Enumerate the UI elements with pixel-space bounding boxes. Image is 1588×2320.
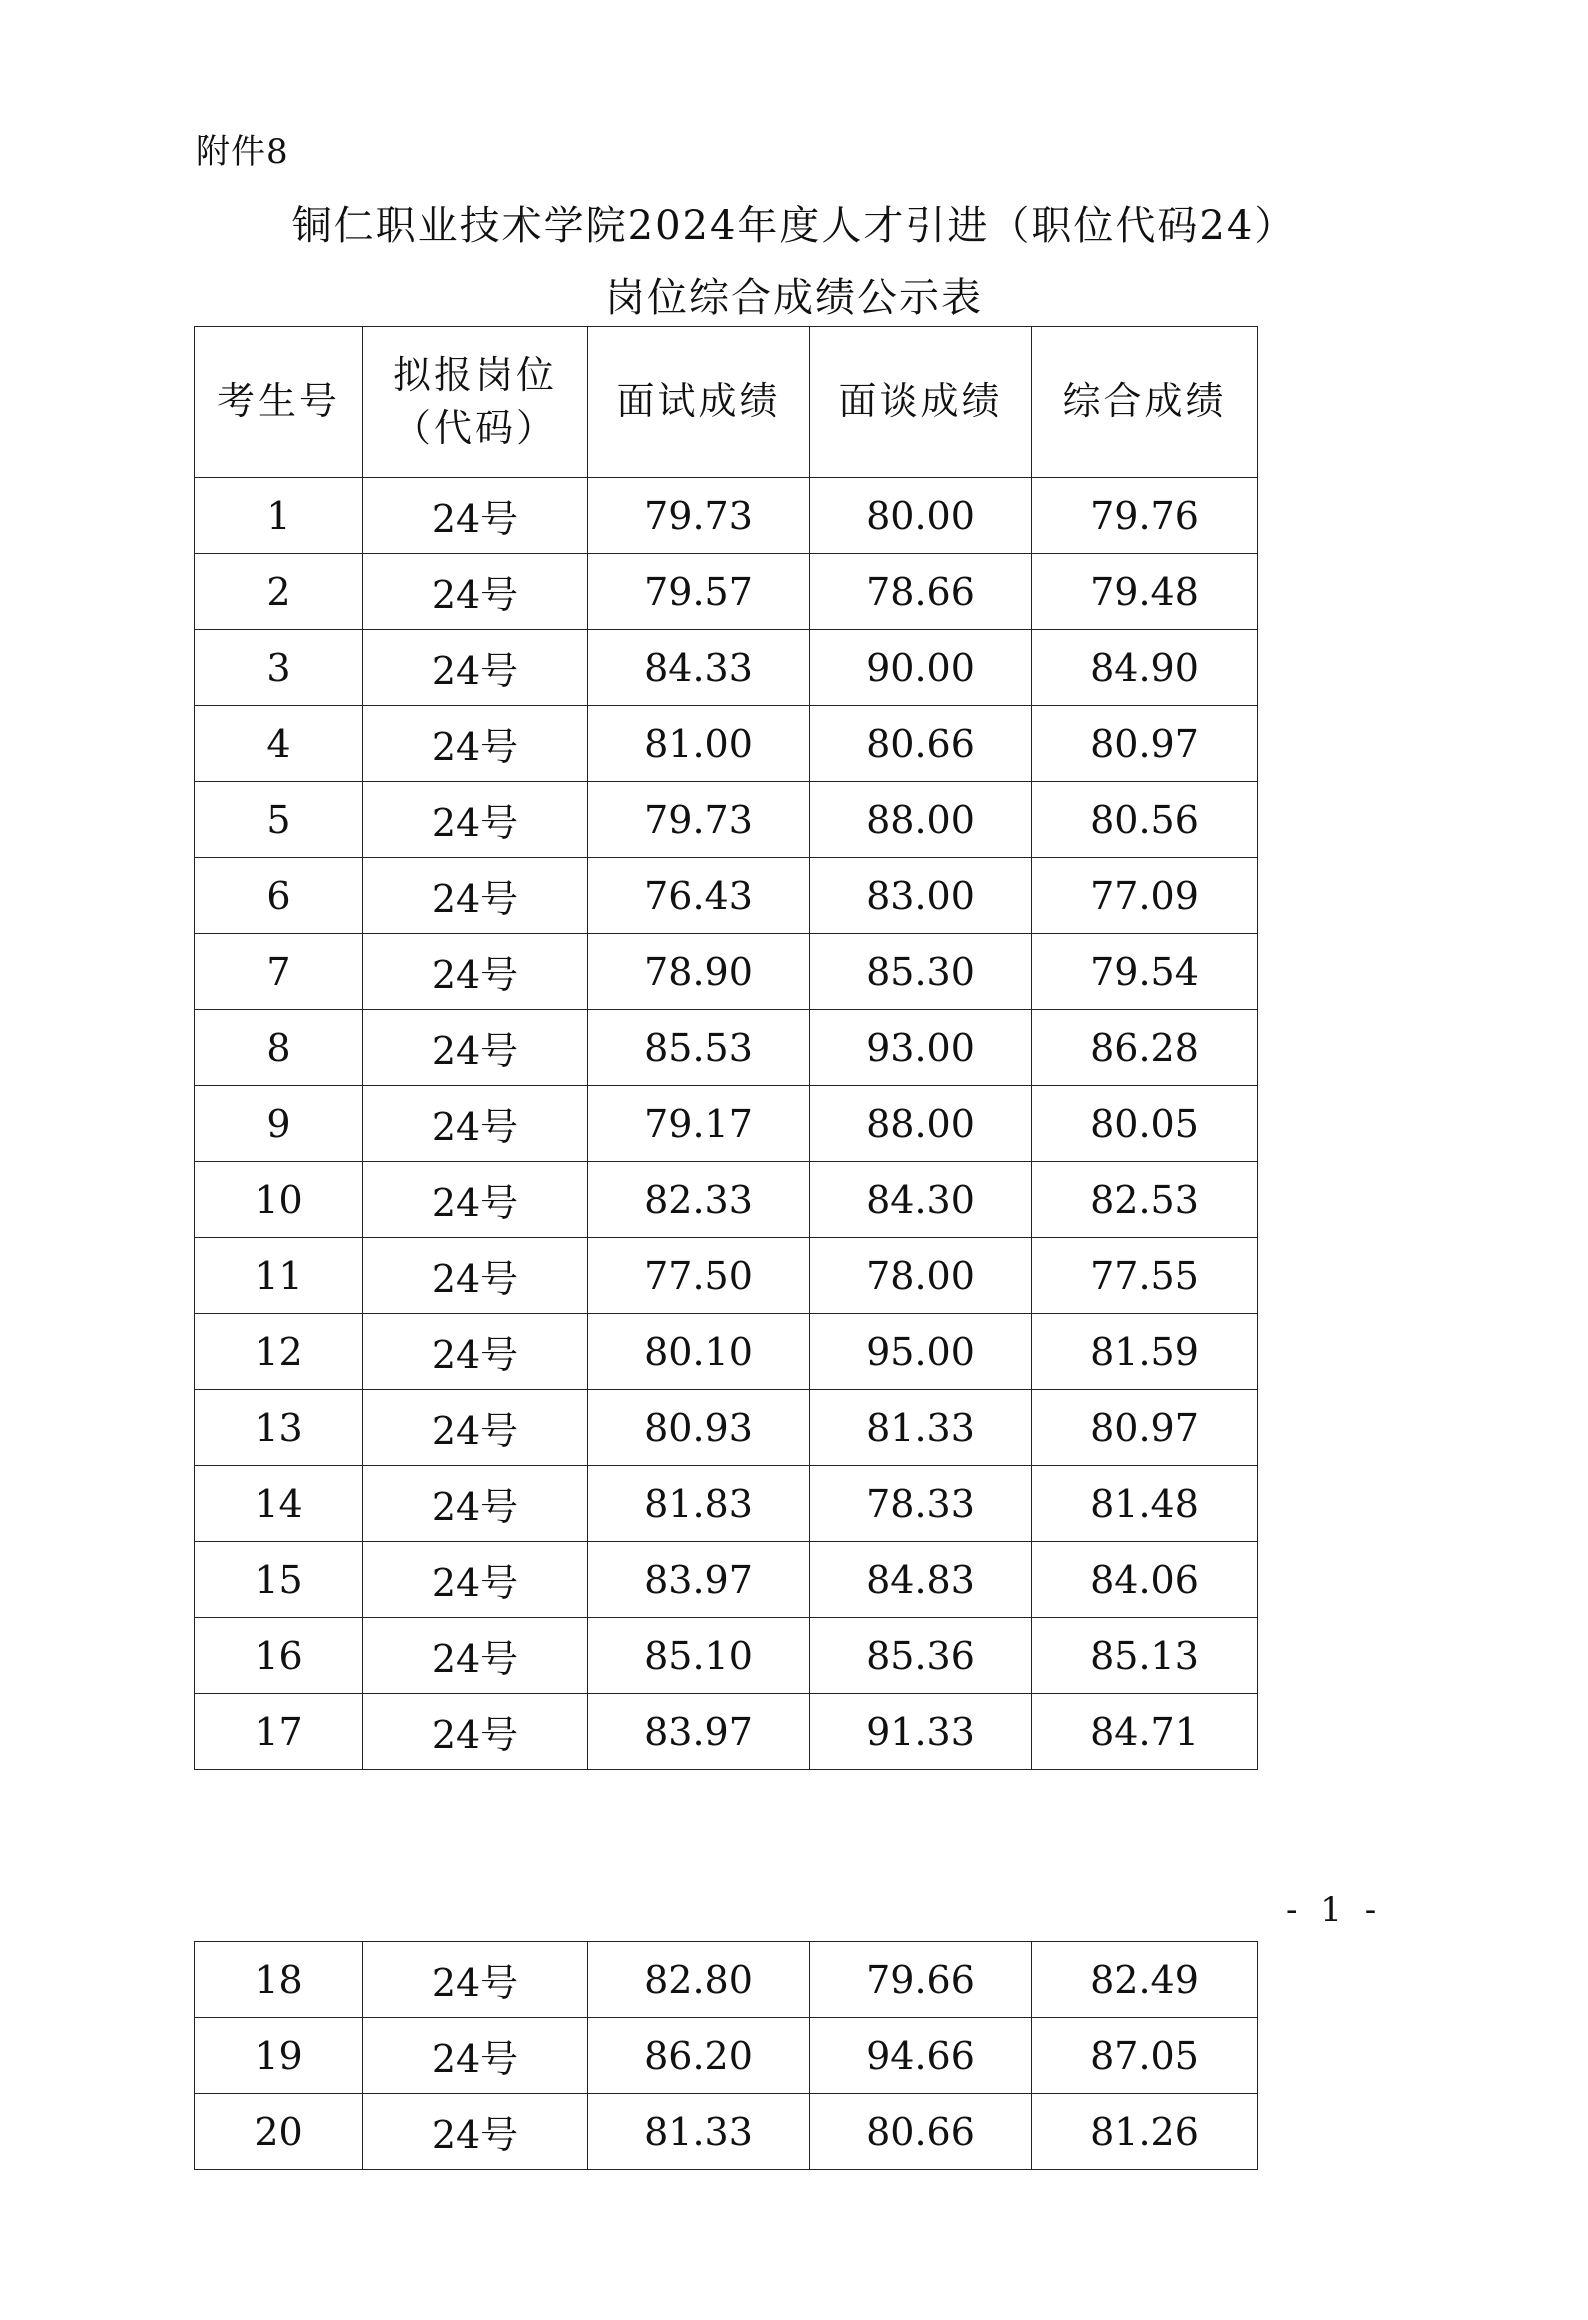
cell-position: 24号 (363, 1238, 588, 1314)
cell-exam-number: 11 (195, 1238, 363, 1314)
cell-exam-number: 10 (195, 1162, 363, 1238)
cell-interview-score: 82.80 (588, 1942, 810, 2018)
header-interview-score: 面试成绩 (588, 327, 810, 478)
cell-position: 24号 (363, 2018, 588, 2094)
cell-exam-number: 2 (195, 554, 363, 630)
cell-total-score: 80.05 (1032, 1086, 1258, 1162)
table-row (195, 782, 1258, 858)
header-position-line2: （代码） (392, 406, 557, 450)
cell-interview-score: 83.97 (588, 1694, 810, 1770)
table-row (195, 554, 1258, 630)
table-row (195, 1086, 1258, 1162)
cell-talk-score: 85.30 (810, 934, 1032, 1010)
cell-interview-score: 80.10 (588, 1314, 810, 1390)
cell-talk-score: 80.66 (810, 706, 1032, 782)
table-row (195, 1942, 1258, 2018)
cell-interview-score: 79.73 (588, 478, 810, 554)
cell-interview-score: 81.00 (588, 706, 810, 782)
table-row (195, 1238, 1258, 1314)
cell-total-score: 81.59 (1032, 1314, 1258, 1390)
cell-position: 24号 (363, 934, 588, 1010)
header-total-score: 综合成绩 (1032, 327, 1258, 478)
cell-interview-score: 85.53 (588, 1010, 810, 1086)
cell-exam-number: 19 (195, 2018, 363, 2094)
cell-position: 24号 (363, 1010, 588, 1086)
attachment-label: 附件8 (196, 132, 289, 172)
cell-talk-score: 79.66 (810, 1942, 1032, 2018)
cell-talk-score: 88.00 (810, 782, 1032, 858)
cell-interview-score: 78.90 (588, 934, 810, 1010)
cell-exam-number: 15 (195, 1542, 363, 1618)
cell-position: 24号 (363, 1314, 588, 1390)
table-row (195, 934, 1258, 1010)
cell-position: 24号 (363, 782, 588, 858)
cell-exam-number: 8 (195, 1010, 363, 1086)
cell-talk-score: 88.00 (810, 1086, 1032, 1162)
cell-interview-score: 80.93 (588, 1390, 810, 1466)
cell-talk-score: 78.33 (810, 1466, 1032, 1542)
cell-talk-score: 90.00 (810, 630, 1032, 706)
cell-talk-score: 78.00 (810, 1238, 1032, 1314)
cell-position: 24号 (363, 1466, 588, 1542)
document-title: 铜仁职业技术学院2024年度人才引进（职位代码24） (291, 203, 1297, 249)
cell-position: 24号 (363, 1542, 588, 1618)
cell-exam-number: 6 (195, 858, 363, 934)
table-row (195, 858, 1258, 934)
cell-interview-score: 79.73 (588, 782, 810, 858)
table-row (195, 1694, 1258, 1770)
cell-interview-score: 81.33 (588, 2094, 810, 2170)
cell-talk-score: 91.33 (810, 1694, 1032, 1770)
cell-total-score: 85.13 (1032, 1618, 1258, 1694)
cell-exam-number: 4 (195, 706, 363, 782)
cell-exam-number: 13 (195, 1390, 363, 1466)
cell-talk-score: 95.00 (810, 1314, 1032, 1390)
cell-interview-score: 85.10 (588, 1618, 810, 1694)
cell-total-score: 82.49 (1032, 1942, 1258, 2018)
header-talk-score: 面谈成绩 (810, 327, 1032, 478)
cell-position: 24号 (363, 1162, 588, 1238)
cell-total-score: 84.06 (1032, 1542, 1258, 1618)
score-table-page1 (194, 326, 1258, 1770)
header-position-line1: 拟报岗位 (392, 352, 557, 397)
cell-interview-score: 83.97 (588, 1542, 810, 1618)
cell-total-score: 77.09 (1032, 858, 1258, 934)
cell-interview-score: 86.20 (588, 2018, 810, 2094)
cell-exam-number: 20 (195, 2094, 363, 2170)
table-body-page2 (195, 1942, 1258, 2170)
header-position (363, 327, 588, 478)
cell-talk-score: 84.83 (810, 1542, 1032, 1618)
cell-exam-number: 14 (195, 1466, 363, 1542)
cell-interview-score: 79.17 (588, 1086, 810, 1162)
cell-talk-score: 78.66 (810, 554, 1032, 630)
document-subtitle: 岗位综合成绩公示表 (605, 275, 983, 321)
cell-talk-score: 81.33 (810, 1390, 1032, 1466)
cell-total-score: 81.26 (1032, 2094, 1258, 2170)
cell-interview-score: 77.50 (588, 1238, 810, 1314)
cell-interview-score: 82.33 (588, 1162, 810, 1238)
cell-exam-number: 9 (195, 1086, 363, 1162)
cell-total-score: 79.76 (1032, 478, 1258, 554)
table-header-row (195, 327, 1258, 478)
cell-total-score: 87.05 (1032, 2018, 1258, 2094)
cell-position: 24号 (363, 1694, 588, 1770)
cell-exam-number: 1 (195, 478, 363, 554)
cell-position: 24号 (363, 1618, 588, 1694)
cell-talk-score: 80.00 (810, 478, 1032, 554)
table-row (195, 1010, 1258, 1086)
table-row (195, 706, 1258, 782)
cell-talk-score: 80.66 (810, 2094, 1032, 2170)
score-table-page2 (194, 1941, 1258, 2170)
table-row (195, 1542, 1258, 1618)
cell-exam-number: 16 (195, 1618, 363, 1694)
cell-exam-number: 17 (195, 1694, 363, 1770)
cell-position: 24号 (363, 1086, 588, 1162)
cell-talk-score: 93.00 (810, 1010, 1032, 1086)
cell-talk-score: 94.66 (810, 2018, 1032, 2094)
table-row (195, 1618, 1258, 1694)
cell-talk-score: 84.30 (810, 1162, 1032, 1238)
cell-exam-number: 12 (195, 1314, 363, 1390)
cell-total-score: 84.71 (1032, 1694, 1258, 1770)
cell-talk-score: 85.36 (810, 1618, 1032, 1694)
cell-total-score: 86.28 (1032, 1010, 1258, 1086)
table-row (195, 2018, 1258, 2094)
page-number: - 1 - (1286, 1890, 1383, 1930)
table-row (195, 2094, 1258, 2170)
cell-total-score: 82.53 (1032, 1162, 1258, 1238)
cell-talk-score: 83.00 (810, 858, 1032, 934)
cell-interview-score: 79.57 (588, 554, 810, 630)
cell-position: 24号 (363, 1942, 588, 2018)
cell-position: 24号 (363, 1390, 588, 1466)
cell-exam-number: 18 (195, 1942, 363, 2018)
cell-position: 24号 (363, 630, 588, 706)
table-row (195, 1466, 1258, 1542)
cell-total-score: 80.56 (1032, 782, 1258, 858)
cell-position: 24号 (363, 478, 588, 554)
cell-interview-score: 76.43 (588, 858, 810, 934)
cell-interview-score: 81.83 (588, 1466, 810, 1542)
table-row (195, 1314, 1258, 1390)
table-row (195, 630, 1258, 706)
header-exam-number: 考生号 (195, 327, 363, 478)
cell-total-score: 84.90 (1032, 630, 1258, 706)
cell-position: 24号 (363, 706, 588, 782)
table-body-page1 (195, 478, 1258, 1770)
cell-total-score: 80.97 (1032, 706, 1258, 782)
cell-exam-number: 7 (195, 934, 363, 1010)
cell-interview-score: 84.33 (588, 630, 810, 706)
cell-total-score: 81.48 (1032, 1466, 1258, 1542)
table-row (195, 1390, 1258, 1466)
cell-exam-number: 5 (195, 782, 363, 858)
cell-position: 24号 (363, 2094, 588, 2170)
table-row (195, 1162, 1258, 1238)
cell-position: 24号 (363, 858, 588, 934)
cell-total-score: 77.55 (1032, 1238, 1258, 1314)
cell-total-score: 79.48 (1032, 554, 1258, 630)
cell-exam-number: 3 (195, 630, 363, 706)
cell-total-score: 80.97 (1032, 1390, 1258, 1466)
cell-position: 24号 (363, 554, 588, 630)
cell-total-score: 79.54 (1032, 934, 1258, 1010)
table-row (195, 478, 1258, 554)
